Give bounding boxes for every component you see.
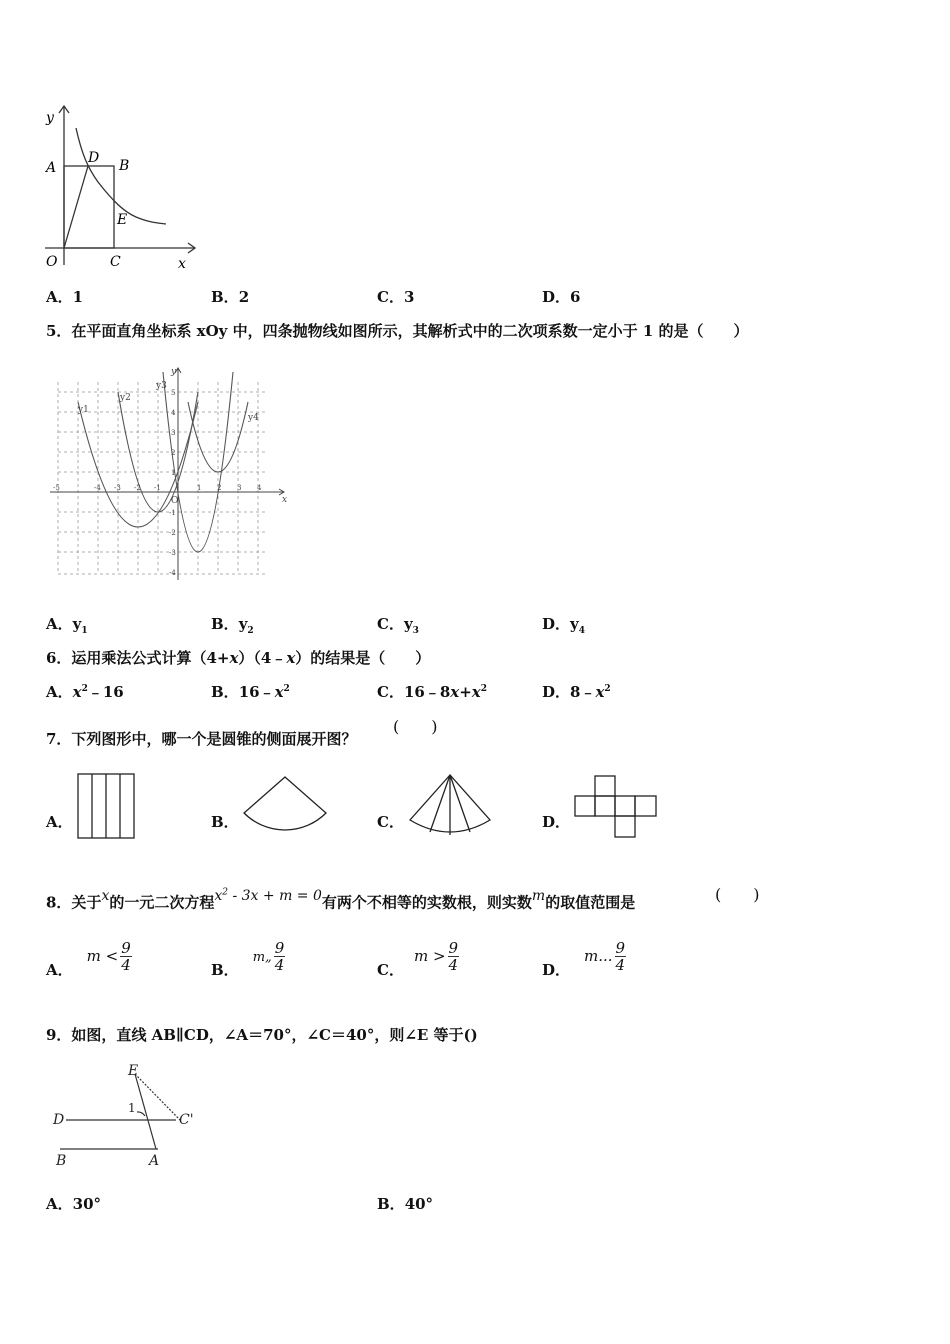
q5-axis-y: y	[171, 367, 177, 377]
q6-option-a[interactable]: A．$x^2﹣16$	[46, 683, 124, 701]
q9-label-1: 1	[128, 1101, 136, 1115]
q5-xtick: -2	[134, 484, 141, 492]
q5-parabola-graph	[48, 362, 293, 587]
q4-option-b[interactable]: B．2	[211, 288, 250, 306]
q4-option-c[interactable]: C．3	[377, 288, 415, 306]
q4-label-x: x	[178, 256, 186, 272]
q5-xtick: 3	[237, 484, 242, 492]
q8-option-b[interactable]: B．m„ $\frac{9}{4}$	[211, 939, 285, 979]
q4-option-d[interactable]: D．6	[542, 288, 581, 306]
q5-ytick: -2	[169, 529, 176, 537]
q9-label-D: D	[53, 1112, 65, 1128]
q5-label-y2: y2	[120, 393, 131, 403]
q4-label-O: O	[46, 254, 58, 270]
q4-label-C: C	[110, 254, 121, 270]
q9-option-a[interactable]: A．30°	[46, 1195, 102, 1213]
q5-ytick: -3	[169, 549, 176, 557]
q4-label-A: A	[46, 160, 57, 176]
q4-option-a[interactable]: A．1	[46, 288, 84, 306]
q6-option-d[interactable]: D．$8﹣x^2$	[542, 683, 611, 701]
q7-option-b-label[interactable]: B．	[211, 813, 239, 831]
q7-stem: 7．下列图形中，哪一个是圆锥的侧面展开图？	[46, 730, 357, 748]
q7-option-c-figure[interactable]	[406, 772, 494, 840]
q4-label-D: D	[88, 150, 100, 166]
q9-label-B: B	[56, 1153, 67, 1169]
q5-ytick: -1	[169, 509, 176, 517]
q5-label-y4: y4	[248, 413, 259, 423]
q9-label-C: C'	[179, 1112, 194, 1128]
q5-xtick: -4	[94, 484, 101, 492]
q7-answer-paren[interactable]: ( )	[393, 717, 438, 736]
q5-axis-x: x	[282, 495, 288, 505]
q4-label-y: y	[46, 110, 54, 126]
q4-label-E: E	[117, 212, 128, 228]
q6-option-b[interactable]: B．$16﹣x^2$	[211, 683, 290, 701]
q8-stem: 8．关于x的一元二次方程$x^2 - 3x + m = 0$有两个不相等的实数根，则实数m的取值范围是	[46, 887, 636, 912]
q5-ytick: -4	[169, 569, 176, 577]
q5-label-y3: y3	[156, 381, 167, 391]
q9-figure	[48, 1060, 208, 1172]
q5-ytick: 3	[171, 429, 176, 437]
q9-label-E: E	[128, 1063, 139, 1079]
q7-option-a-label[interactable]: A．	[46, 813, 73, 831]
q5-xtick: -1	[154, 484, 161, 492]
q5-ytick: 4	[171, 409, 176, 417]
q8-option-a[interactable]: A．m < $\frac{9}{4}$	[46, 939, 131, 979]
q5-xtick: 4	[257, 484, 262, 492]
q4-figure	[40, 100, 210, 275]
q5-option-c[interactable]: C．$y_3$	[377, 615, 419, 636]
q5-option-b[interactable]: B．$y_2$	[211, 615, 254, 636]
q8-option-c[interactable]: C．m > $\frac{9}{4}$	[377, 939, 459, 979]
q9-label-A: A	[149, 1153, 160, 1169]
q5-option-a[interactable]: A．$y_1$	[46, 615, 88, 636]
q8-answer-paren[interactable]: ( )	[715, 885, 760, 904]
q5-origin: O	[171, 496, 179, 506]
q7-option-b-figure[interactable]	[240, 775, 330, 839]
q5-option-d[interactable]: D．$y_4$	[542, 615, 585, 636]
q5-xtick: -5	[53, 484, 60, 492]
q5-ytick: 5	[171, 389, 176, 397]
q7-option-a-figure[interactable]	[76, 772, 138, 840]
q5-xtick: 2	[217, 484, 222, 492]
q8-option-d[interactable]: D．m... $\frac{9}{4}$	[542, 939, 626, 979]
q9-option-b[interactable]: B．40°	[377, 1195, 434, 1213]
q6-stem: 6．运用乘法公式计算（4+x）（4﹣x）的结果是（ ）	[46, 649, 431, 667]
q5-xtick: -3	[114, 484, 121, 492]
q7-option-d-figure[interactable]	[574, 774, 660, 840]
q5-ytick: 2	[171, 449, 176, 457]
q6-option-c[interactable]: C．$16﹣8x+x^2$	[377, 683, 488, 701]
q9-stem: 9．如图，直线 AB∥CD，∠A＝70°，∠C＝40°，则∠E 等于()	[46, 1026, 478, 1044]
q7-option-d-label[interactable]: D．	[542, 813, 571, 831]
q5-xtick: 1	[197, 484, 202, 492]
q7-option-c-label[interactable]: C．	[377, 813, 404, 831]
q5-label-y1: y1	[78, 405, 89, 415]
q4-label-B: B	[119, 158, 130, 174]
q5-stem: 5．在平面直角坐标系 xOy 中，四条抛物线如图所示，其解析式中的二次项系数一定小于 1 的是（ ）	[46, 322, 749, 340]
q5-ytick: 1	[171, 469, 176, 477]
